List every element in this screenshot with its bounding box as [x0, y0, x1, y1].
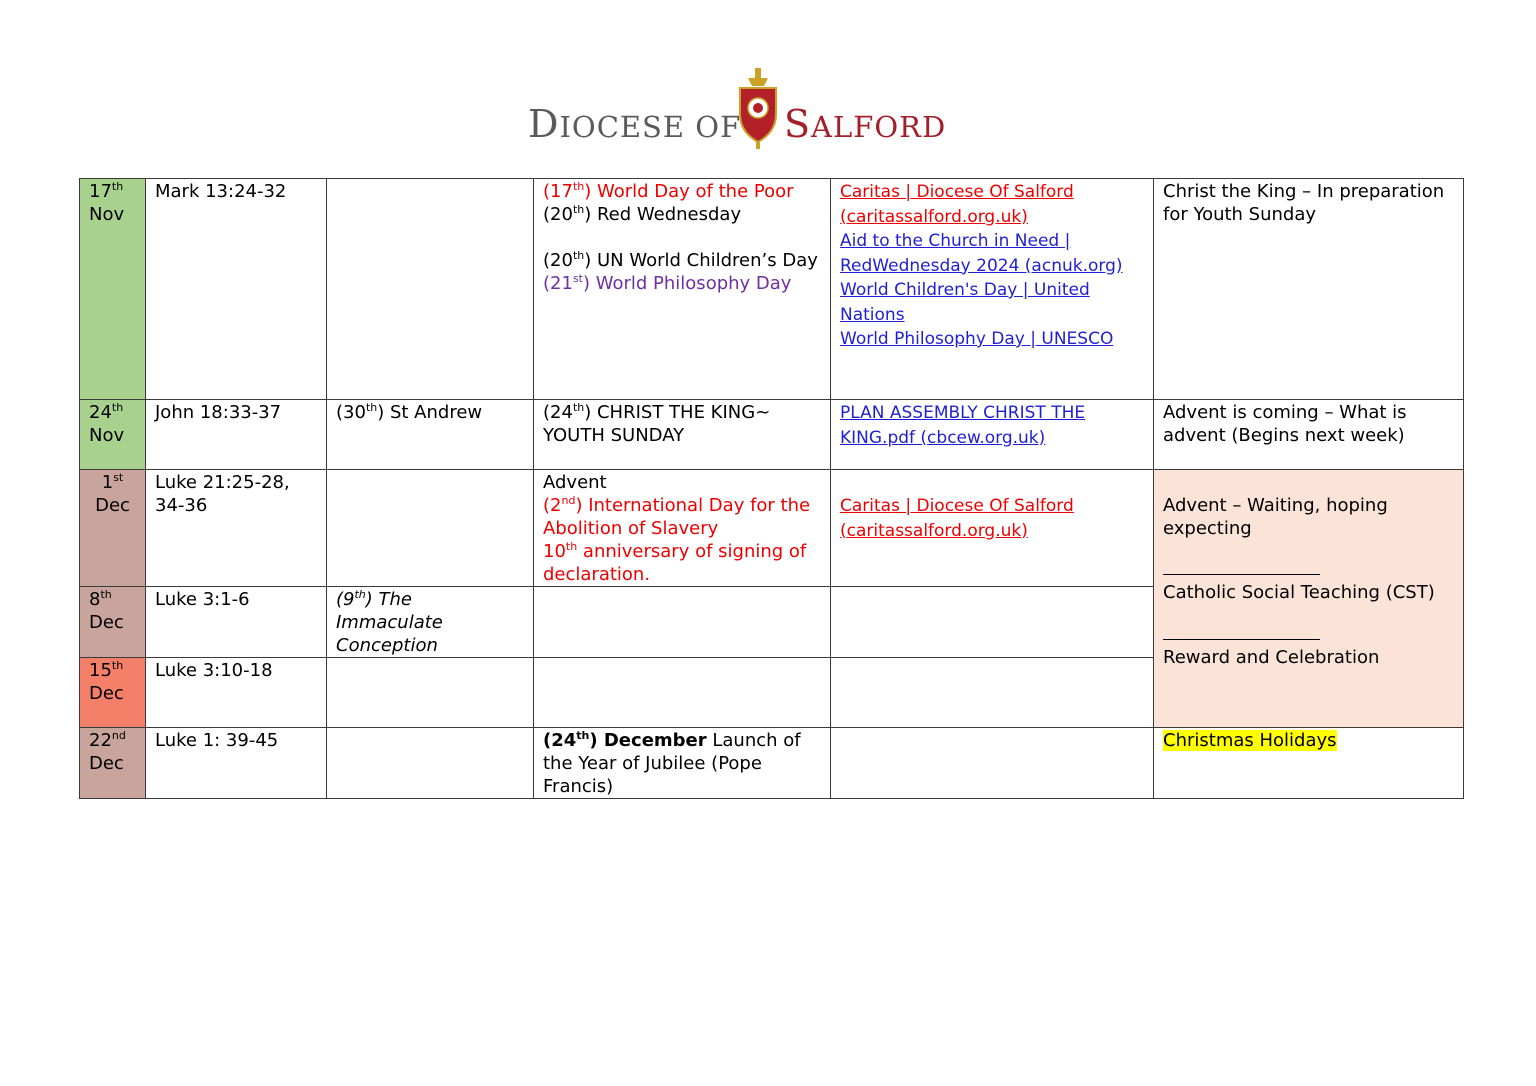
reading-cell: Luke 3:1-6 [146, 587, 327, 658]
reading-cell: Luke 1: 39-45 [146, 728, 327, 799]
link-world-childrens-day[interactable]: World Children's Day | United Nations [840, 280, 1090, 325]
event-anniversary: 10th anniversary of signing of declaration. [543, 540, 807, 585]
feast-cell: (30th) St Andrew [327, 400, 534, 470]
events-cell [534, 470, 831, 587]
date-cell: 1st Dec [80, 470, 146, 587]
links-cell [831, 179, 1154, 400]
theme-christmas-holidays: Christmas Holidays [1163, 730, 1337, 751]
logo-text-salford: SALFORD [784, 102, 947, 146]
date-cell: 17th Nov [80, 179, 146, 400]
table-row [80, 179, 1464, 400]
links-cell [831, 470, 1154, 587]
events-cell [534, 658, 831, 728]
theme-cell [1154, 728, 1464, 799]
links-cell [831, 728, 1154, 799]
link-aid-to-church[interactable]: Aid to the Church in Need | RedWednesday 2024 (acnuk.org) [840, 231, 1123, 276]
links-cell [831, 587, 1154, 658]
feast-cell: (9th) The Immaculate Conception [327, 587, 534, 658]
theme-reward: Reward and Celebration [1163, 647, 1380, 668]
page-header [0, 62, 1536, 152]
feast-cell [327, 658, 534, 728]
event-un-children-day: (20th) UN World Children’s Day [543, 249, 818, 271]
date-cell: 24th Nov [80, 400, 146, 470]
date-cell: 22nd Dec [80, 728, 146, 799]
events-cell: (24th) CHRIST THE KING~ YOUTH SUNDAY [534, 400, 831, 470]
links-cell [831, 400, 1154, 470]
link-caritas-salford[interactable]: Caritas | Diocese Of Salford (caritassalford.org.uk) [840, 182, 1074, 227]
reading-cell: Luke 21:25-28, 34-36 [146, 470, 327, 587]
feast-cell [327, 470, 534, 587]
reading-cell: Luke 3:10-18 [146, 658, 327, 728]
date-cell: 8th Dec [80, 587, 146, 658]
theme-cell: Christ the King – In preparation for Youth Sunday [1154, 179, 1464, 400]
theme-cst: Catholic Social Teaching (CST) [1163, 582, 1435, 603]
calendar-table [79, 178, 1464, 799]
theme-advent: Advent – Waiting, hoping expecting [1163, 495, 1388, 539]
event-red-wednesday: (20th) Red Wednesday [543, 203, 742, 225]
events-cell [534, 587, 831, 658]
logo-text-diocese-of: DIOCESE OF [528, 102, 742, 146]
event-philosophy-day: (21st) World Philosophy Day [543, 272, 792, 294]
feast-cell [327, 179, 534, 400]
divider [1163, 574, 1320, 575]
link-world-philosophy-day[interactable]: World Philosophy Day | UNESCO [840, 329, 1114, 349]
feast-cell [327, 728, 534, 799]
table-row [80, 400, 1464, 470]
events-cell: (24th) December Launch of the Year of Jubilee (Pope Francis) [534, 728, 831, 799]
divider [1163, 639, 1320, 640]
diocese-crest-icon [734, 66, 782, 150]
theme-cell: Advent is coming – What is advent (Begins next week) [1154, 400, 1464, 470]
reading-cell: John 18:33-37 [146, 400, 327, 470]
table-row [80, 470, 1464, 587]
event-world-day-poor: (17th) World Day of the Poor [543, 180, 794, 202]
event-advent: Advent [543, 472, 607, 493]
event-abolition-slavery: (2nd) International Day for the Abolition of Slavery [543, 494, 811, 539]
date-cell: 15th Dec [80, 658, 146, 728]
table-row [80, 728, 1464, 799]
theme-cell-advent [1154, 470, 1464, 728]
link-plan-assembly[interactable]: PLAN ASSEMBLY CHRIST THE KING.pdf (cbcew.org.uk) [840, 403, 1086, 448]
events-cell [534, 179, 831, 400]
links-cell [831, 658, 1154, 728]
link-caritas-salford[interactable]: Caritas | Diocese Of Salford (caritassalford.org.uk) [840, 496, 1074, 541]
reading-cell: Mark 13:24-32 [146, 179, 327, 400]
